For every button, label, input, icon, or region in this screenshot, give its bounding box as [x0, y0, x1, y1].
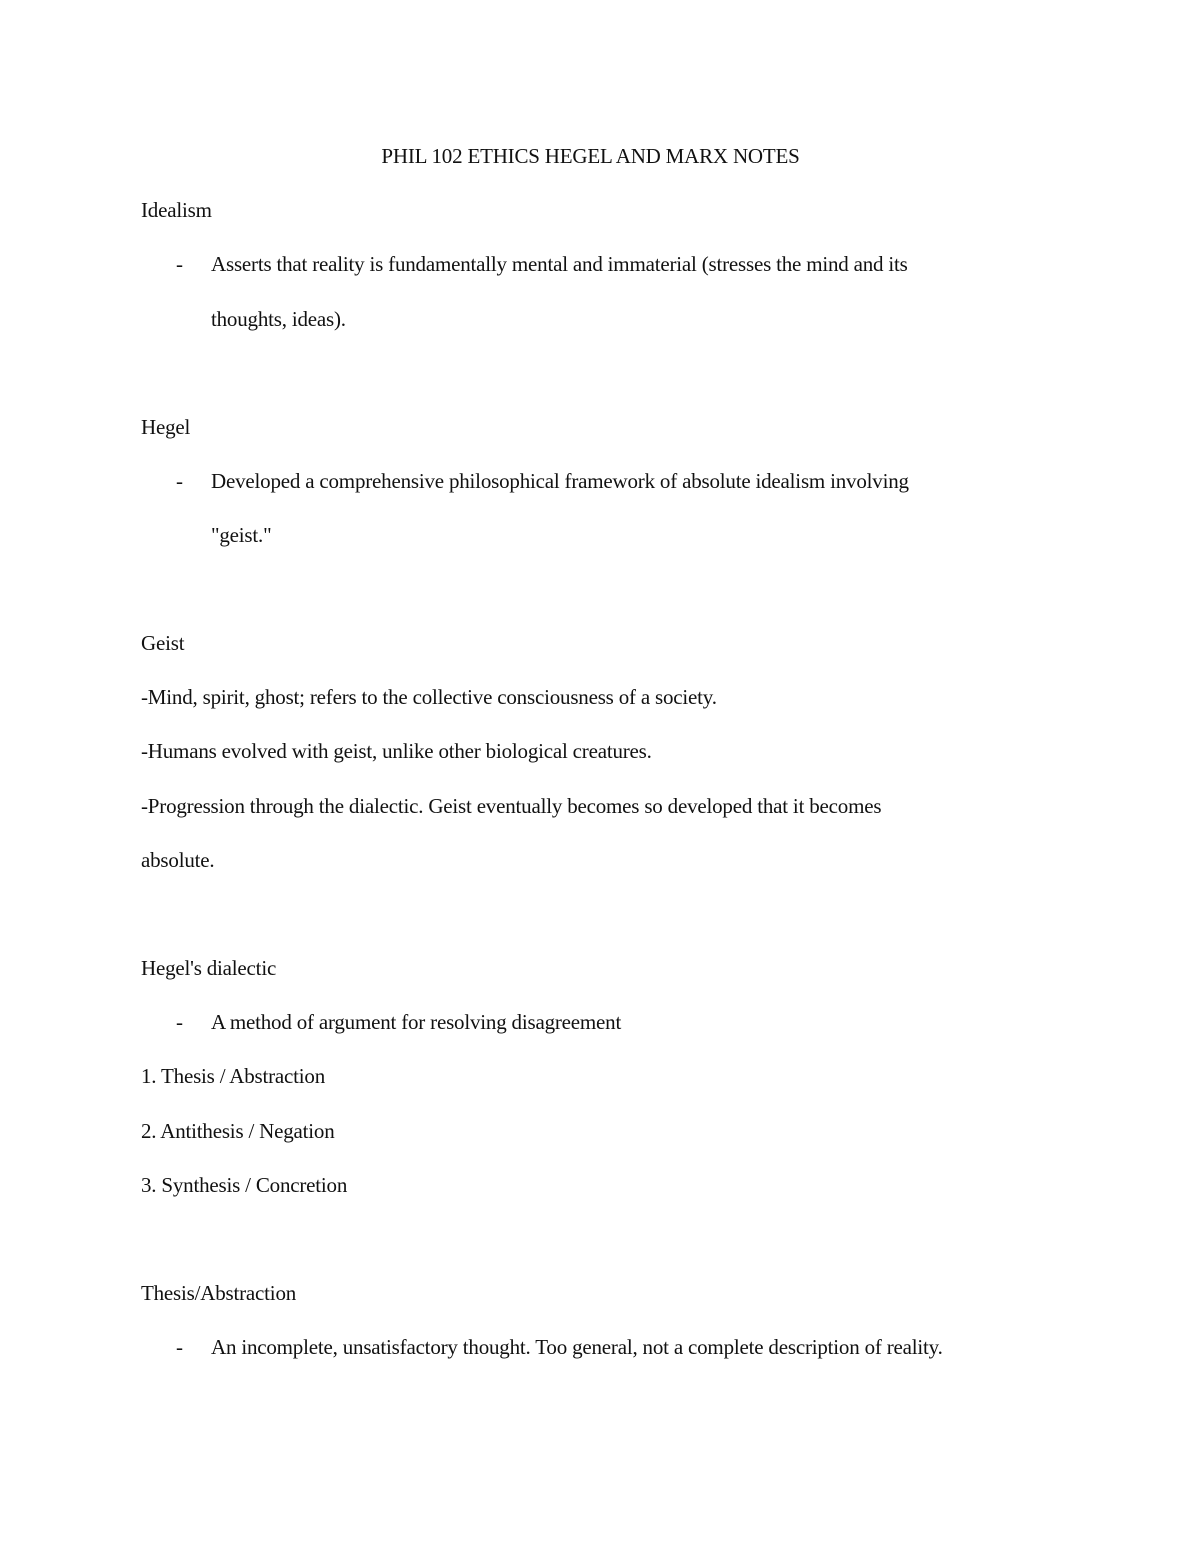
section-heading-idealism: Idealism	[141, 198, 212, 222]
bullet-text: Asserts that reality is fundamentally mental and immaterial (stresses the mind and its	[211, 252, 908, 276]
bullet-text-continuation: "geist."	[211, 523, 272, 547]
paragraph-line: -Progression through the dialectic. Geist eventually becomes so developed that it becomes	[141, 794, 882, 818]
section-heading-hegels-dialectic: Hegel's dialectic	[141, 956, 277, 980]
numbered-item: 1. Thesis / Abstraction	[141, 1064, 326, 1088]
paragraph-line: -Humans evolved with geist, unlike other biological creatures.	[141, 739, 652, 763]
bullet-text: Developed a comprehensive philosophical framework of absolute idealism involving	[211, 469, 909, 493]
paragraph-line: -Mind, spirit, ghost; refers to the collective consciousness of a society.	[141, 685, 717, 709]
bullet-text: An incomplete, unsatisfactory thought. Too general, not a complete description of reality.	[211, 1335, 943, 1359]
bullet-dash: -	[176, 469, 183, 493]
paragraph-line: absolute.	[141, 848, 215, 872]
section-heading-geist: Geist	[141, 631, 185, 655]
numbered-item: 3. Synthesis / Concretion	[141, 1173, 348, 1197]
bullet-dash: -	[176, 252, 183, 276]
bullet-dash: -	[176, 1010, 183, 1034]
numbered-item: 2. Antithesis / Negation	[141, 1119, 335, 1143]
bullet-dash: -	[176, 1335, 183, 1359]
section-heading-hegel: Hegel	[141, 415, 191, 439]
bullet-text: A method of argument for resolving disagreement	[211, 1010, 622, 1034]
section-heading-thesis-abstraction: Thesis/Abstraction	[141, 1281, 297, 1305]
page-title: PHIL 102 ETHICS HEGEL AND MARX NOTES	[381, 144, 800, 168]
bullet-text-continuation: thoughts, ideas).	[211, 307, 346, 331]
